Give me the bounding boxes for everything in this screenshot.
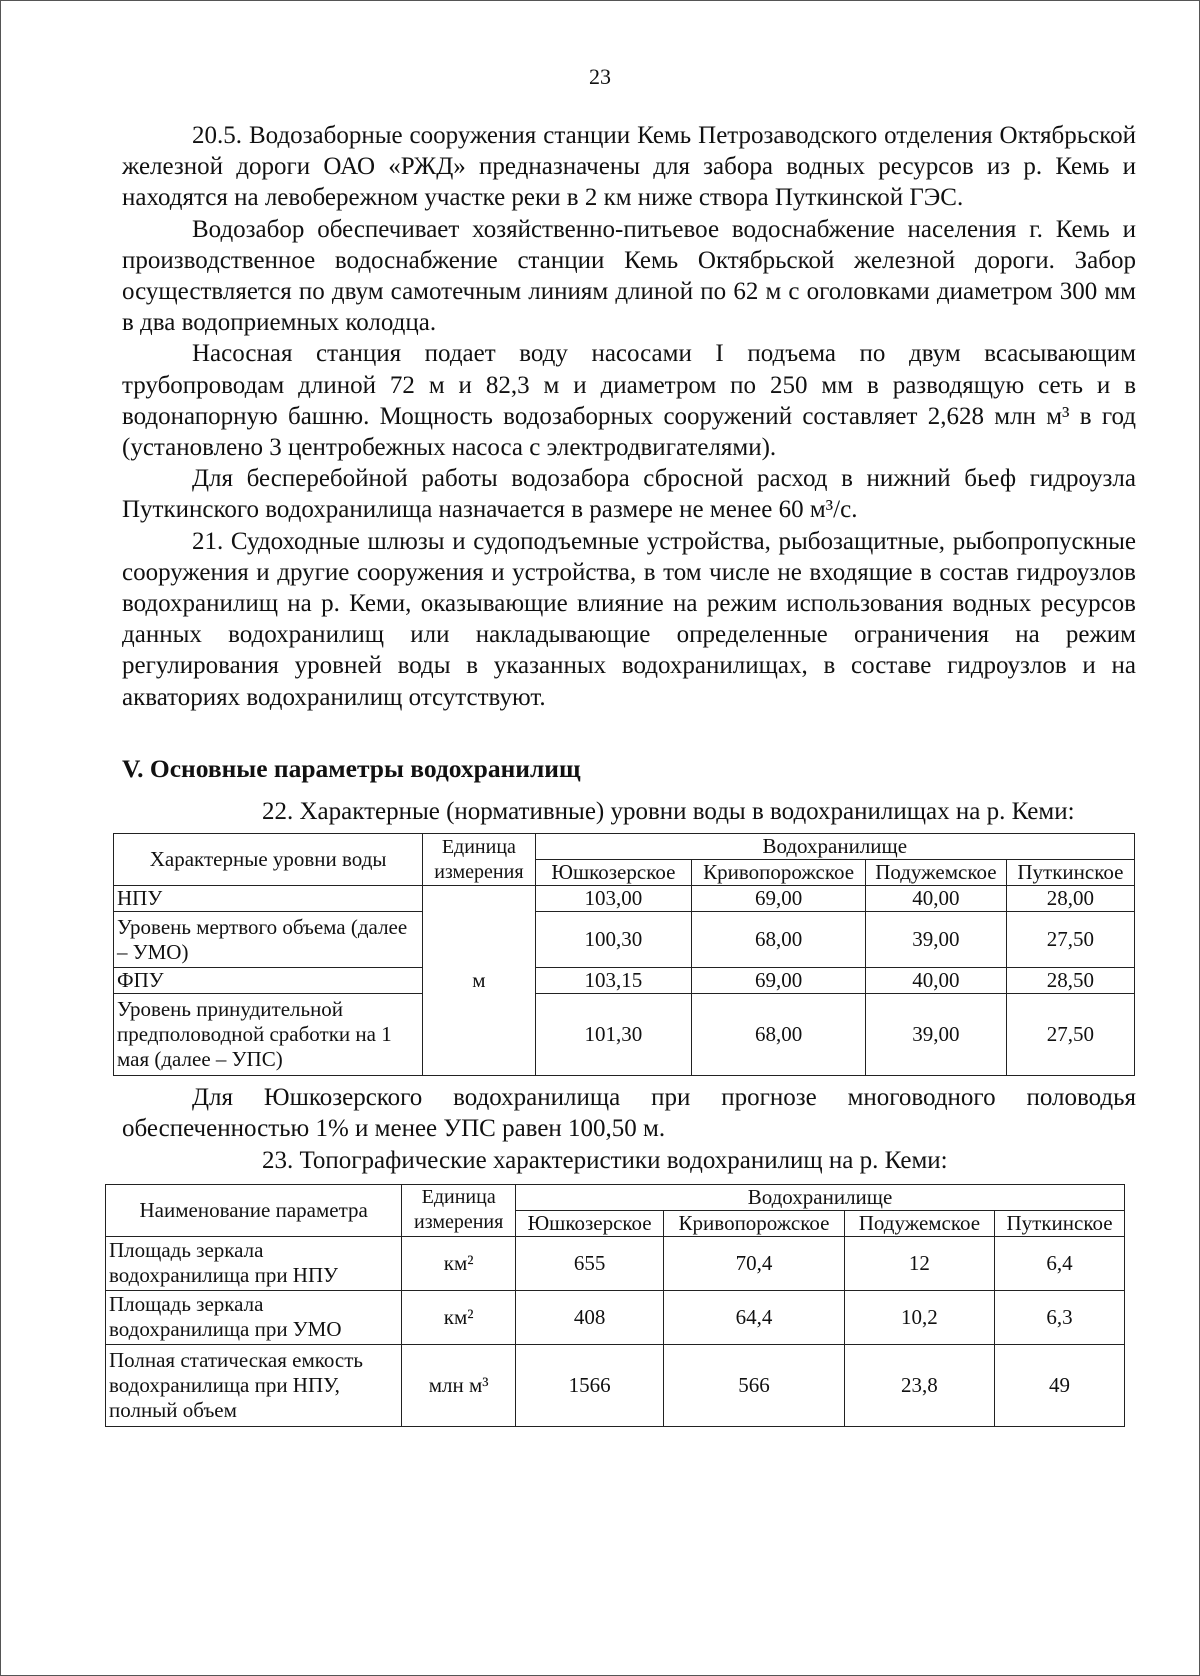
table-row [106,1236,1125,1290]
levels-header-reservoir: Подужемское [865,860,1006,886]
cell-value: 103,15 [535,968,692,994]
row-name: Полная статическая емкость водохранилища при НПУ, полный объем [106,1344,402,1426]
levels-header-reservoir: Юшкозерское [535,860,692,886]
row-unit: км² [402,1290,516,1344]
table-row [114,912,1135,968]
cell-value: 40,00 [865,886,1006,912]
item-22-text: Характерные (нормативные) уровни воды в водохранилищах на р. Кеми: [299,798,1075,826]
cell-value: 23,8 [844,1344,994,1426]
item-22 [122,796,1136,827]
note-ups-yushkozero: Для Юшкозерского водохранилища при прогнозе многоводного половодья обеспеченностью 1% и менее УПС равен 100,50 м. [122,1084,1136,1143]
item-23-number: 23. [262,1146,294,1174]
page-number: 23 [589,64,611,89]
cell-value: 68,00 [692,912,866,968]
cell-value: 655 [516,1236,664,1290]
row-name: ФПУ [114,968,423,994]
cell-value: 39,00 [865,994,1006,1076]
topography-header-group: Водохранилище [516,1184,1125,1210]
item-23 [122,1145,1136,1176]
cell-value: 68,00 [692,994,866,1076]
cell-value: 28,50 [1006,968,1134,994]
row-name: Площадь зеркала водохранилища при НПУ [106,1236,402,1290]
paragraph-water-intake: Водозабор обеспечивает хозяйственно-питьевое водоснабжение населения г. Кемь и производственное водоснабжение станции Кемь Октябрьской железной дороги. Забор осуществляется по двум самотечным линиям длиной по 62 м с оголовками диаметром 300 мм в два водоприемных колодца. [122,215,1136,337]
table-row [114,994,1135,1076]
cell-value: 70,4 [664,1236,845,1290]
cell-value: 6,3 [995,1290,1125,1344]
table-row [106,1290,1125,1344]
row-name: Уровень принудительной предполоводной сработки на 1 мая (далее – УПС) [114,994,423,1076]
row-name: Уровень мертвого объема (далее – УМО) [114,912,423,968]
paragraph-20-5: 20.5. Водозаборные сооружения станции Кемь Петрозаводского отделения Октябрьской железной дороги ОАО «РЖД» предназначены для забора водных ресурсов из р. Кемь и находятся на левобережном участке реки в 2 км ниже створа Путкинской ГЭС. [122,122,1136,212]
cell-value: 12 [844,1236,994,1290]
topography-header-reservoir: Путкинское [995,1210,1125,1236]
topography-table [105,1184,1125,1427]
levels-table [113,833,1135,1076]
cell-value: 49 [995,1344,1125,1426]
levels-unit: м [423,886,535,1076]
item-22-number: 22. [262,798,294,826]
cell-value: 28,00 [1006,886,1134,912]
cell-value: 27,50 [1006,912,1134,968]
section-heading: V. Основные параметры водохранилищ [122,753,581,783]
cell-value: 408 [516,1290,664,1344]
levels-header-unit: Единица измерения [423,834,535,886]
cell-value: 64,4 [664,1290,845,1344]
row-unit: км² [402,1236,516,1290]
row-name: НПУ [114,886,423,912]
cell-value: 100,30 [535,912,692,968]
cell-value: 103,00 [535,886,692,912]
cell-value: 69,00 [692,968,866,994]
cell-value: 566 [664,1344,845,1426]
levels-header-reservoir: Кривопорожское [692,860,866,886]
document-body [109,120,1136,1427]
cell-value: 10,2 [844,1290,994,1344]
cell-value: 39,00 [865,912,1006,968]
paragraph-21: 21. Судоходные шлюзы и судоподъемные устройства, рыбозащитные, рыбопропускные сооружения и другие сооружения и устройства, в том числе не входящие в состав гидроузлов водохранилищ на р. Кеми, оказывающие влияние на режим использования водных ресурсов данных водохранилищ или накладывающие определенные ограничения на режим регулирования уровней воды в указанных водохранилищах, в составе гидроузлов и на акваториях водохранилищ отсутствуют. [122,527,1136,711]
cell-value: 1566 [516,1344,664,1426]
levels-header-reservoir: Путкинское [1006,860,1134,886]
topography-header-unit: Единица измерения [402,1184,516,1236]
table-row [114,886,1135,912]
item-23-text: Топографические характеристики водохранилищ на р. Кеми: [299,1146,948,1174]
topography-table-header-row [106,1184,1125,1210]
levels-header-group: Водохранилище [535,834,1134,860]
cell-value: 27,50 [1006,994,1134,1076]
cell-value: 40,00 [865,968,1006,994]
table-row [114,968,1135,994]
topography-header-reservoir: Кривопорожское [664,1210,845,1236]
levels-header-name: Характерные уровни воды [114,834,423,886]
topography-header-reservoir: Юшкозерское [516,1210,664,1236]
row-name: Площадь зеркала водохранилища при УМО [106,1290,402,1344]
row-unit: млн м³ [402,1344,516,1426]
cell-value: 69,00 [692,886,866,912]
cell-value: 6,4 [995,1236,1125,1290]
paragraph-pump-station: Насосная станция подает воду насосами I подъема по двум всасывающим трубопроводам длиной 72 м и 82,3 м и диаметром по 250 мм в разводящую сеть и в водонапорную башню. Мощность водозаборных сооружений составляет 2,628 млн м³ в год (установлено 3 центробежных насоса с электродвигателями). [122,340,1136,462]
table-row [106,1344,1125,1426]
levels-table-header-row [114,834,1135,860]
paragraph-discharge: Для бесперебойной работы водозабора сбросной расход в нижний бьеф гидроузла Путкинского водохранилища назначается в размере не менее 60 м³/с. [122,465,1136,524]
topography-header-reservoir: Подужемское [844,1210,994,1236]
topography-header-name: Наименование параметра [106,1184,402,1236]
cell-value: 101,30 [535,994,692,1076]
